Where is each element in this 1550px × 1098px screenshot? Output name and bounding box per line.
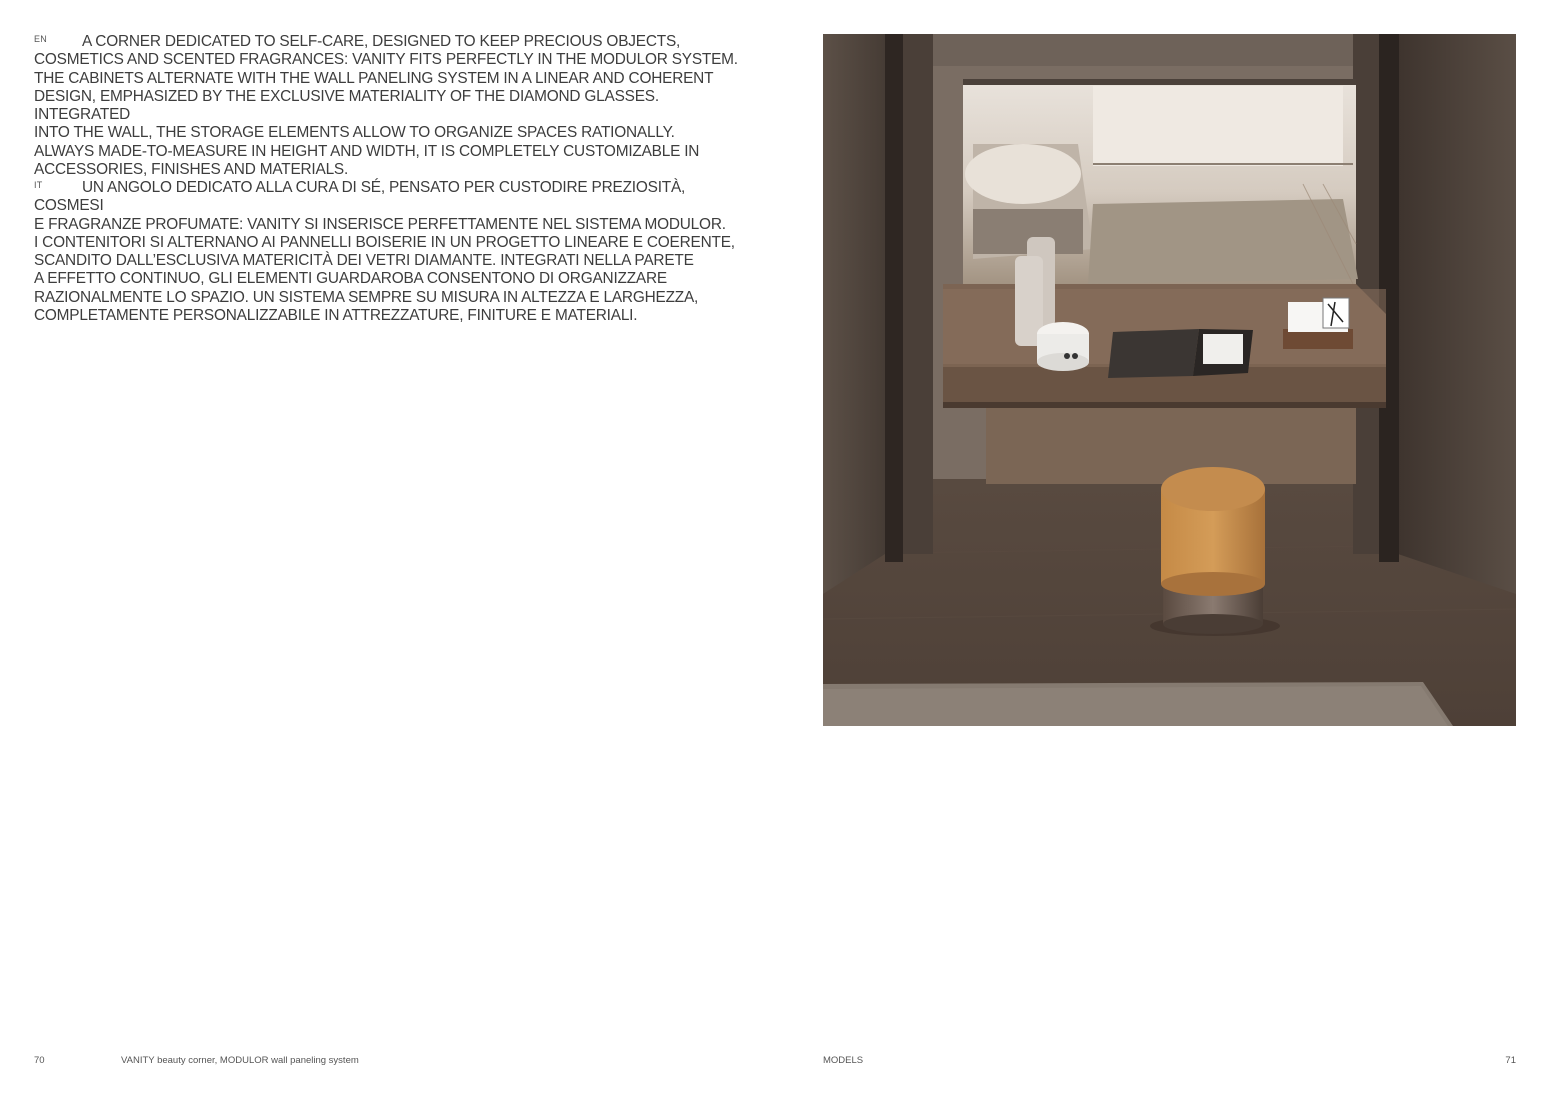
language-label-it: IT: [34, 180, 43, 190]
english-description: [34, 33, 754, 179]
photo-caption: VANITY beauty corner, MODULOR wall paneling system: [121, 1055, 359, 1066]
section-label: MODELS: [823, 1055, 864, 1066]
english-paragraph: A CORNER DEDICATED TO SELF-CARE, DESIGNED TO KEEP PRECIOUS OBJECTS, COSMETICS AND SCENTED FRAGRANCES: VANITY FITS PERFECTLY IN THE MODULOR SYSTEM. THE CABINETS ALTERNATE WITH THE WALL PANELING SYSTEM IN A LINEAR AND COHERENT DESIGN, EMPHASIZED BY THE EXCLUSIVE MATERIALITY OF THE DIAMOND GLASSES. INTEGRATED INTO THE WALL, THE STORAGE ELEMENTS ALLOW TO ORGANIZE SPACES RATIONALLY. ALWAYS MADE-TO-MEASURE IN HEIGHT AND WIDTH, IT IS COMPLETELY CUSTOMIZABLE IN ACCESSORIES, FINISHES AND MATERIALS.: [34, 33, 738, 179]
vanity-corner-photo: [823, 34, 1516, 726]
language-label-en: EN: [34, 34, 48, 44]
italian-description: [34, 179, 754, 325]
italian-paragraph: UN ANGOLO DEDICATO ALLA CURA DI SÉ, PENSATO PER CUSTODIRE PREZIOSITÀ, COSMESI E FRAGRANZE PROFUMATE: VANITY SI INSERISCE PERFETTAMENTE NEL SISTEMA MODULOR. I CONTENITORI SI ALTERNANO AI PANNELLI BOISERIE IN UN PROGETTO LINEARE E COERENTE, SCANDITO DALL’ESCLUSIVA MATERICITÀ DEI VETRI DIAMANTE. INTEGRATI NELLA PARETE A EFFETTO CONTINUO, GLI ELEMENTI GUARDAROBA CONSENTONO DI ORGANIZZARE RAZIONALMENTE LO SPAZIO. UN SISTEMA SEMPRE SU MISURA IN ALTEZZA E LARGHEZZA, COMPLETAMENTE PERSONALIZZABILE IN ATTREZZATURE, FINITURE E MATERIALI.: [34, 179, 735, 325]
page-number-left: 70: [34, 1055, 45, 1066]
page-number-right: 71: [1505, 1055, 1516, 1066]
